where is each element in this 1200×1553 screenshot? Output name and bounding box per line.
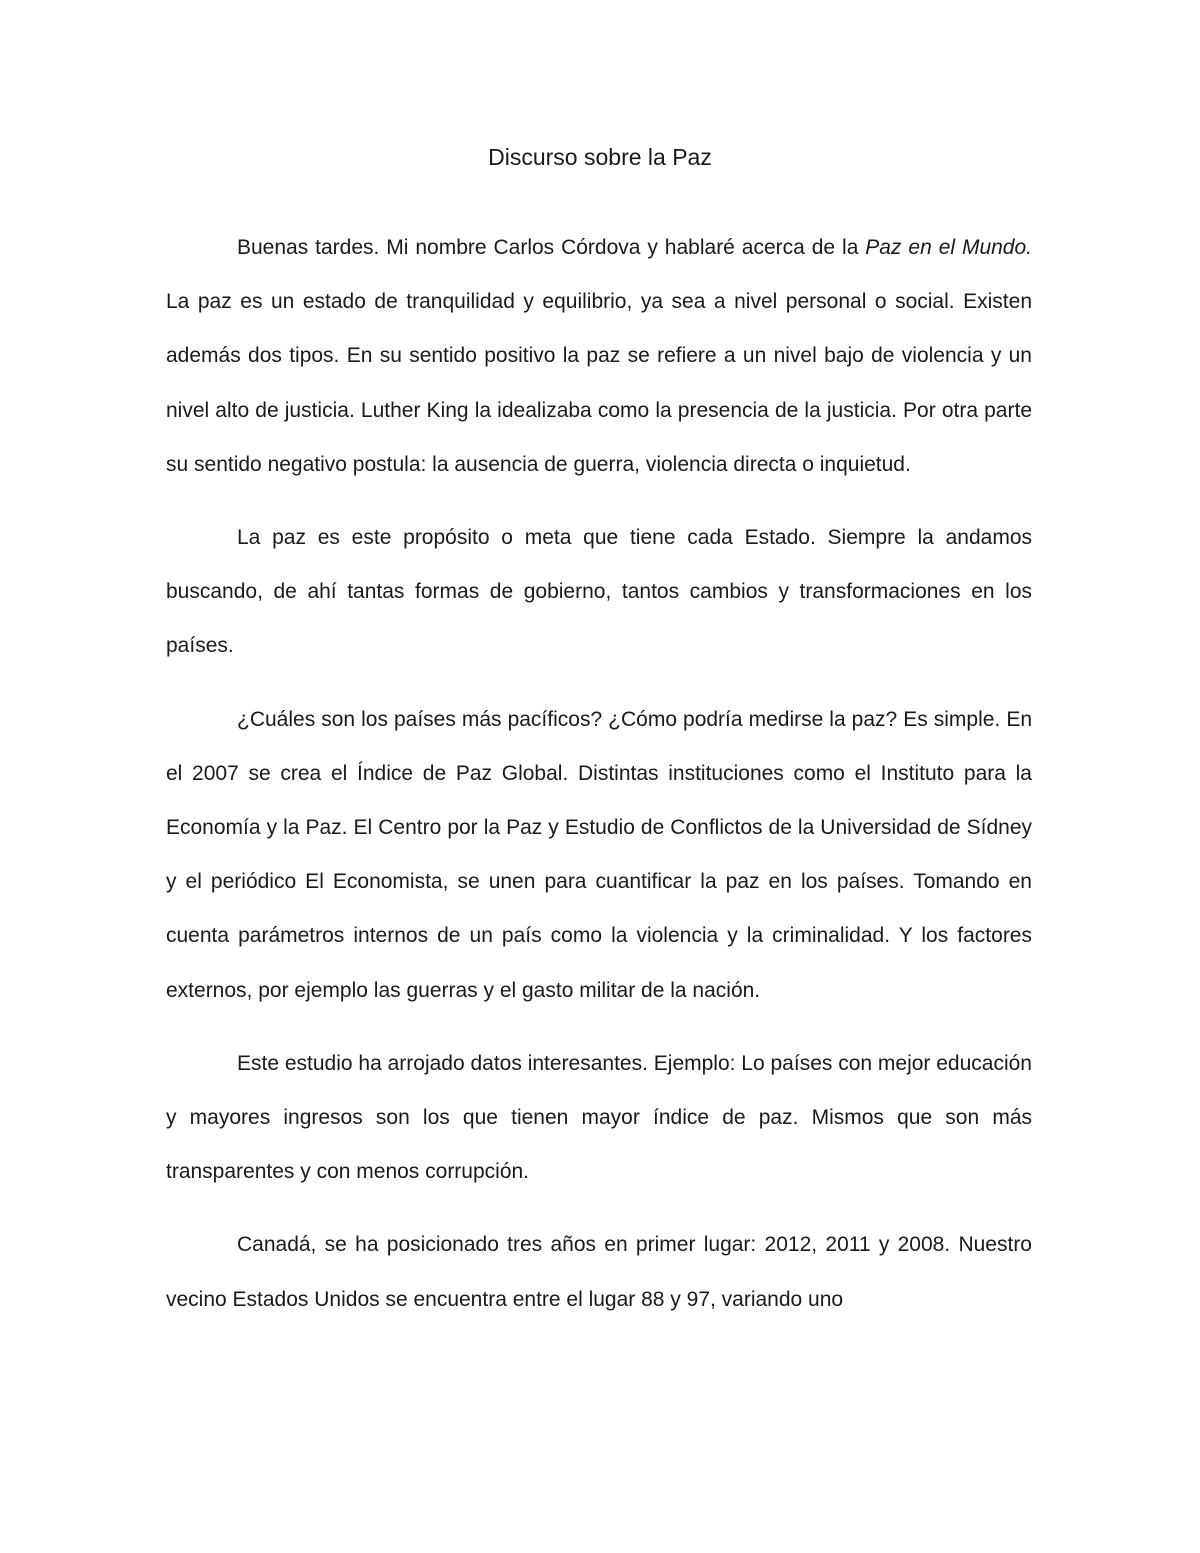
paragraph-4: Este estudio ha arrojado datos interesantes. Ejemplo: Lo países con mejor educación y mayores ingresos son los que tienen mayor índice de paz. Mismos que son más transparentes y con menos corrupción.	[166, 1051, 1032, 1184]
document-body	[166, 221, 1044, 1327]
paragraph-3: ¿Cuáles son los países más pacíficos? ¿Cómo podría medirse la paz? Es simple. En el 2007 se crea el Índice de Paz Global. Distintas instituciones como el Instituto para la Economía y la Paz. El Centro por la Paz y Estudio de Conflictos de la Universidad de Sídney y el periódico El Economista, se unen para cuantificar la paz en los países. Tomando en cuenta parámetros internos de un país como la violencia y la criminalidad. Y los factores externos, por ejemplo las guerras y el gasto militar de la nación.	[166, 707, 1032, 1002]
paragraph-1-rest: La paz es un estado de tranquilidad y equilibrio, ya sea a nivel personal o social. Existen además dos tipos. En su sentido positivo la paz se refiere a un nivel bajo de violencia y un nivel alto de justicia. Luther King la idealizaba como la presencia de la justicia. Por otra parte su sentido negativo postula: la ausencia de guerra, violencia directa o inquietud.	[166, 236, 1044, 476]
paragraph-5: Canadá, se ha posicionado tres años en primer lugar: 2012, 2011 y 2008. Nuestro vecino Estados Unidos se encuentra entre el lugar 88 y 97, variando uno	[166, 1233, 1032, 1311]
paragraph-1	[166, 221, 1044, 492]
paragraph-1-emphasis: Paz en el Mundo.	[865, 236, 1033, 259]
document-title: Discurso sobre la Paz	[488, 144, 712, 170]
paragraph-1-intro: Buenas tardes. Mi nombre Carlos Córdova y hablaré acerca de la	[237, 236, 866, 259]
paragraph-2: La paz es este propósito o meta que tiene cada Estado. Siempre la andamos buscando, de ahí tantas formas de gobierno, tantos cambios y transformaciones en los países.	[166, 526, 1032, 658]
